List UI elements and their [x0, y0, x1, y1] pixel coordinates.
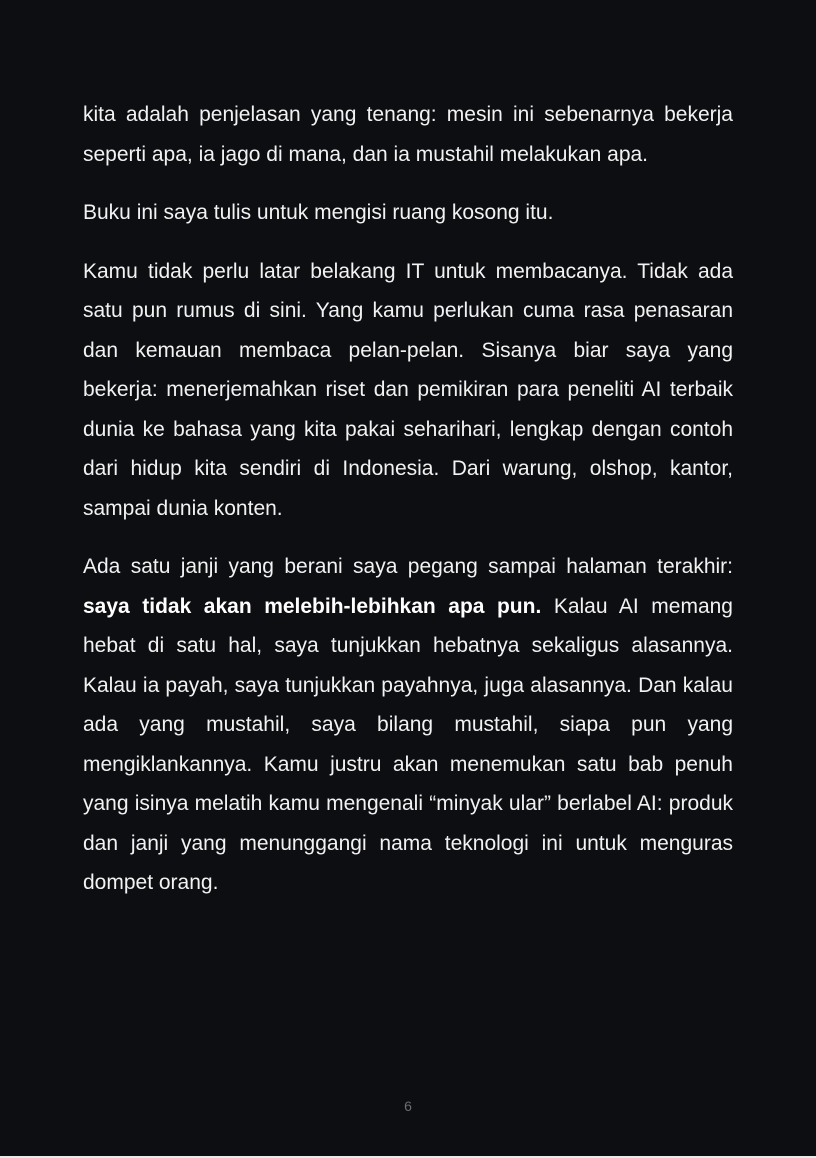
paragraph-purpose: Buku ini saya tulis untuk mengisi ruang kosong itu. [83, 201, 554, 224]
promise-text-after: Kalau AI memang hebat di satu hal, saya tunjukkan hebatnya sekaligus alasannya. Kalau ia payah, saya tunjukkan payahnya, juga alasannya. Dan kalau ada yang mustahil, saya bilang mustahil, siapa pun yang mengiklankannya. Kamu justru akan menemukan satu bab penuh yang isinya melatih kamu mengenali “minyak ular” berlabel AI: produk dan janji yang menunggangi nama teknologi ini untuk menguras dompet orang. [83, 594, 733, 894]
body-text [83, 95, 733, 922]
page-number: 6 [404, 1098, 412, 1114]
promise-bold-statement: saya tidak akan melebih-lebihkan apa pun. [83, 594, 542, 618]
promise-text-before: Ada satu janji yang berani saya pegang sampai halaman terakhir: [83, 555, 733, 578]
paragraph-promise [83, 547, 733, 903]
paragraph-intro-continuation: kita adalah penjelasan yang tenang: mesin ini sebenarnya bekerja seperti apa, ia jago di mana, dan ia mustahil melakukan apa. [83, 103, 733, 166]
paragraph-audience: Kamu tidak perlu latar belakang IT untuk membacanya. Tidak ada satu pun rumus di sini. Yang kamu perlukan cuma rasa penasaran dan kemauan membaca pelan-pelan. Sisanya biar saya yang bekerja: menerjemahkan riset dan pemikiran para peneliti AI terbaik dunia ke bahasa yang kita pakai seharihari, lengkap dengan contoh dari hidup kita sendiri di Indonesia. Dari warung, olshop, kantor, sampai dunia konten. [83, 259, 733, 520]
